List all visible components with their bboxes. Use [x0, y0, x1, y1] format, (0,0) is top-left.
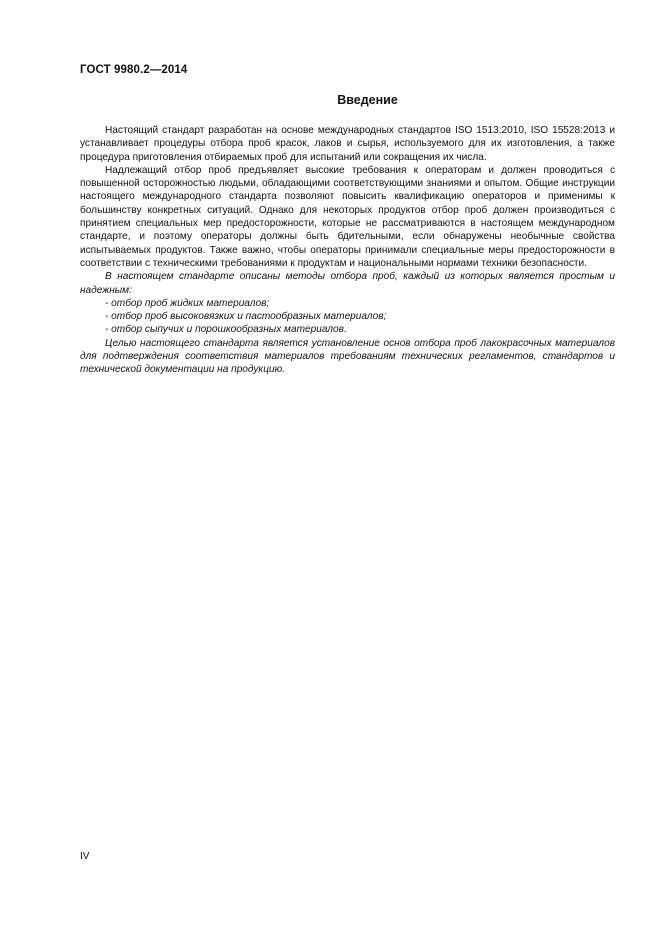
paragraph-purpose: Целью настоящего стандарта является установление основ отбора проб лакокрасочных материалов для подтверждения соответствия материалов требованиям технических регламентов, стандартов и технической документации на продукцию.	[80, 337, 615, 376]
document-body	[80, 124, 615, 377]
list-item: - отбор проб высоковязких и пастообразных материалов;	[105, 311, 387, 323]
paragraph-sampling-requirements: Надлежащий отбор проб предъявляет высокие требования к операторам и должен проводиться с повышенной осторожностью людьми, обладающими соответствующими знаниями и опытом. Общие инструкции настоящего международного стандарта позволяют повысить квалификацию операторов и применимы к большинству конкретных ситуаций. Однако для некоторых продуктов отбор проб должен производиться с принятием специальных мер предосторожности, которые не рассматриваются в настоящем международном стандарте, и поэтому операторы должны быть бдительными, если обнаружены необычные свойства испытываемых продуктов. Также важно, чтобы операторы принимали специальные меры предосторожности в соответствии с техническими требованиями к продуктам и национальными нормами техники безопасности.	[80, 164, 615, 269]
paragraph-methods: В настоящем стандарте описаны методы отбора проб, каждый из которых является простым и надежным:	[80, 271, 615, 296]
paragraph-intro: Настоящий стандарт разработан на основе международных стандартов ISO 1513:2010, ISO 15528:2013 и устанавливает процедуры отбора проб красок, лаков и сырья, используемого для их изготовления, а также процедура приготовления отбираемых проб для испытаний или сокращения их числа.	[80, 125, 615, 163]
list-item: - отбор проб жидких материалов;	[105, 297, 270, 309]
list-item: - отбор сыпучих и порошкообразных материалов.	[105, 324, 347, 336]
section-title: Введение	[337, 93, 398, 107]
page-number: IV	[80, 851, 90, 862]
document-header-standard-number: ГОСТ 9980.2—2014	[80, 64, 188, 76]
